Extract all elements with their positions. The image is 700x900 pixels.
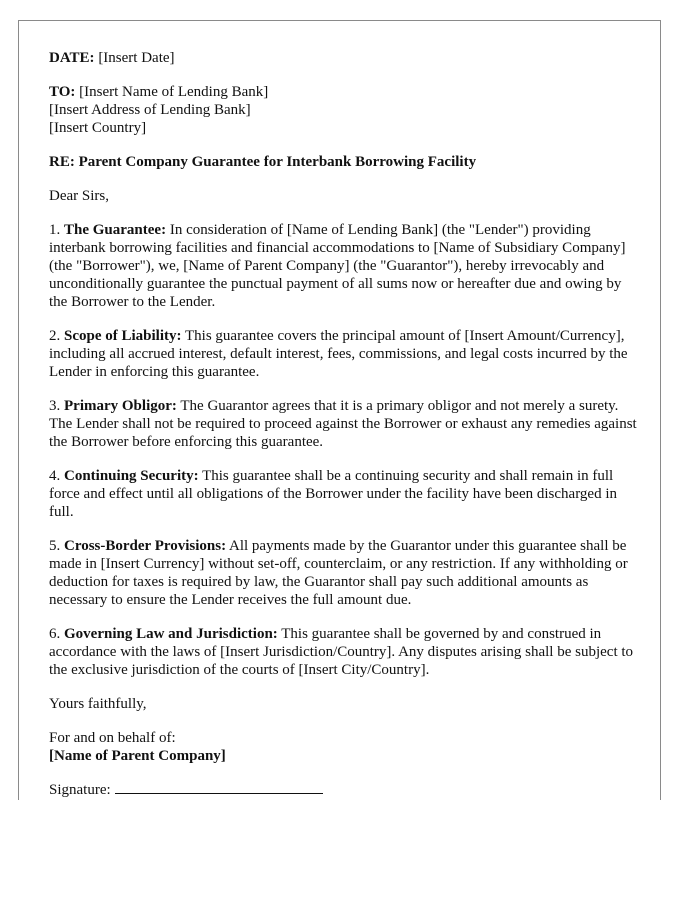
- clause-text: In consideration of [Name of Lending Bank] (the "Lender") providing interbank borrowing facilities and financial accommodations to [Name of Subsidiary Company] (the "Borrower"), we, [Name of Parent Company] (the "Guarantor"), hereby irrevocably and unconditionally guarantee the punctual payment of all sums now or hereafter due and owing by the Borrower to the Lender.: [49, 222, 626, 310]
- company-name: [Name of Parent Company]: [49, 748, 226, 764]
- clause-title: Governing Law and Jurisdiction:: [64, 626, 278, 642]
- clause-1: [49, 221, 639, 311]
- subject-line: [49, 153, 639, 171]
- date-line: [49, 49, 639, 67]
- clause-text: This guarantee shall be governed by and construed in accordance with the laws of [Insert Jurisdiction/Country]. Any disputes arising shall be subject to the exclusive jurisdiction of the courts of [Insert City/Country].: [49, 626, 634, 678]
- clause-number: 6.: [49, 626, 64, 642]
- date-label: DATE:: [49, 50, 95, 66]
- clause-number: 1.: [49, 222, 64, 238]
- clause-number: 5.: [49, 538, 64, 554]
- clause-6: [49, 625, 639, 679]
- recipient-name: [Insert Name of Lending Bank]: [75, 84, 269, 100]
- signature-label: Signature:: [49, 782, 111, 798]
- clause-title: Primary Obligor:: [64, 398, 177, 414]
- to-label: TO:: [49, 84, 76, 100]
- clause-3: [49, 397, 639, 451]
- clause-text: All payments made by the Guarantor under this guarantee shall be made in [Insert Currency] without set-off, counterclaim, or any restriction. If any withholding or deduction for taxes is required by law, the Guarantor shall pay such additional amounts as necessary to ensure the Lender receives the full amount due.: [49, 538, 628, 608]
- recipient-address: [Insert Address of Lending Bank]: [49, 102, 251, 118]
- signature-blank: [115, 781, 323, 794]
- clause-2: [49, 327, 639, 381]
- clause-text: This guarantee covers the principal amount of [Insert Amount/Currency], including all accrued interest, default interest, fees, commissions, and legal costs incurred by the Lender in enforcing this guarantee.: [49, 328, 628, 380]
- valediction: Yours faithfully,: [49, 696, 147, 712]
- signature-line: [49, 781, 639, 799]
- clause-title: Scope of Liability:: [64, 328, 182, 344]
- clause-title: Cross-Border Provisions:: [64, 538, 227, 554]
- clause-text: This guarantee shall be a continuing security and shall remain in full force and effect until all obligations of the Borrower under the facility have been discharged in full.: [49, 468, 617, 520]
- date-value: [Insert Date]: [94, 50, 175, 66]
- letter-body: [49, 49, 639, 815]
- behalf-block: [49, 729, 639, 765]
- recipient-country: [Insert Country]: [49, 120, 147, 136]
- clause-title: The Guarantee:: [64, 222, 167, 238]
- clause-5: [49, 537, 639, 609]
- clause-text: The Guarantor agrees that it is a primary obligor and not merely a surety. The Lender shall not be required to proceed against the Borrower or exhaust any remedies against the Borrower before enforcing this guarantee.: [49, 398, 637, 450]
- clause-title: Continuing Security:: [64, 468, 199, 484]
- clause-number: 2.: [49, 328, 64, 344]
- clause-number: 3.: [49, 398, 64, 414]
- letter-page: [18, 20, 661, 800]
- behalf-label: For and on behalf of:: [49, 730, 176, 746]
- salutation: Dear Sirs,: [49, 188, 109, 204]
- clause-4: [49, 467, 639, 521]
- subject-text: RE: Parent Company Guarantee for Interbank Borrowing Facility: [49, 154, 477, 170]
- recipient-block: [49, 83, 639, 137]
- clause-number: 4.: [49, 468, 64, 484]
